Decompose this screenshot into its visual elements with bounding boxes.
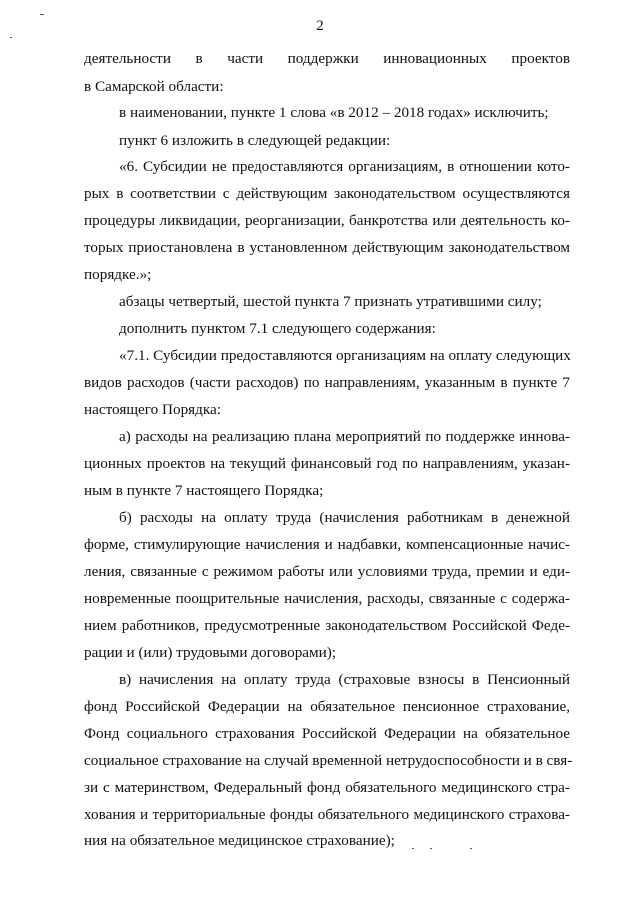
text-line: настоящего Порядка: [84,401,221,418]
text-line: ным в пункте 7 настоящего Порядка; [84,482,324,499]
text-line: абзацы четвертый, шестой пункта 7 признать утратившими силу; [119,293,542,310]
text-line: Фонд социального страхования Российской Федерации на обязательное [84,725,570,742]
text-line: дополнить пунктом 7.1 следующего содержания: [119,320,436,337]
text-line: порядке.»; [84,266,152,283]
text-line: б) расходы на оплату труда (начисления работникам в денежной [119,509,570,526]
text-line: новременные поощрительные начисления, расходы, связанные с содержа- [84,590,570,607]
text-line: торых приостановлена в установленном действующим законодательством [84,239,570,256]
text-line: «7.1. Субсидии предоставляются организациям на оплату следующих [119,347,571,364]
text-line: рации и (или) трудовыми договорами); [84,644,337,661]
text-line: ления, связанные с режимом работы или условиями труда, премии и еди- [84,563,570,580]
text-line: пункт 6 изложить в следующей редакции: [119,132,391,149]
text-line: а) расходы на реализацию плана мероприятий по поддержке иннова- [119,428,570,445]
text-line: видов расходов (части расходов) по направлениям, указанным в пункте 7 [84,374,570,391]
text-line: ционных проектов на текущий финансовый год по направлениям, указан- [84,455,570,472]
text-line: в Самарской области: [84,78,224,95]
scan-speck [10,37,12,38]
text-line: форме, стимулирующие начисления и надбавки, компенсационные начис- [84,536,570,553]
text-line: нием работников, предусмотренные законодательством Российской Феде- [84,617,570,634]
text-line: социальное страхование на случай временной нетрудоспособности и в свя- [84,752,573,769]
text-line: фонд Российской Федерации на обязательное пенсионное страхование, [84,698,570,715]
text-line: ния на обязательное медицинское страхование); [84,832,395,849]
page-number: 2 [316,18,324,34]
text-line: хования и территориальные фонды обязательного медицинского страхова- [84,806,570,823]
text-line: в) начисления на оплату труда (страховые взносы в Пенсионный [119,671,570,688]
text-line: процедуры ликвидации, реорганизации, банкротства или деятельность ко- [84,212,570,229]
text-line: в наименовании, пункте 1 слова «в 2012 – 2018 годах» исключить; [119,104,549,121]
text-line: зи с материнством, Федеральный фонд обязательного медицинского стра- [84,779,570,796]
text-line: деятельности в части поддержки инновационных проектов [84,50,570,67]
text-line: рых в соответствии с действующим законодательством осуществляются [84,185,570,202]
scan-speck [40,14,44,15]
text-line: «6. Субсидии не предоставляются организациям, в отношении кото- [119,158,570,175]
